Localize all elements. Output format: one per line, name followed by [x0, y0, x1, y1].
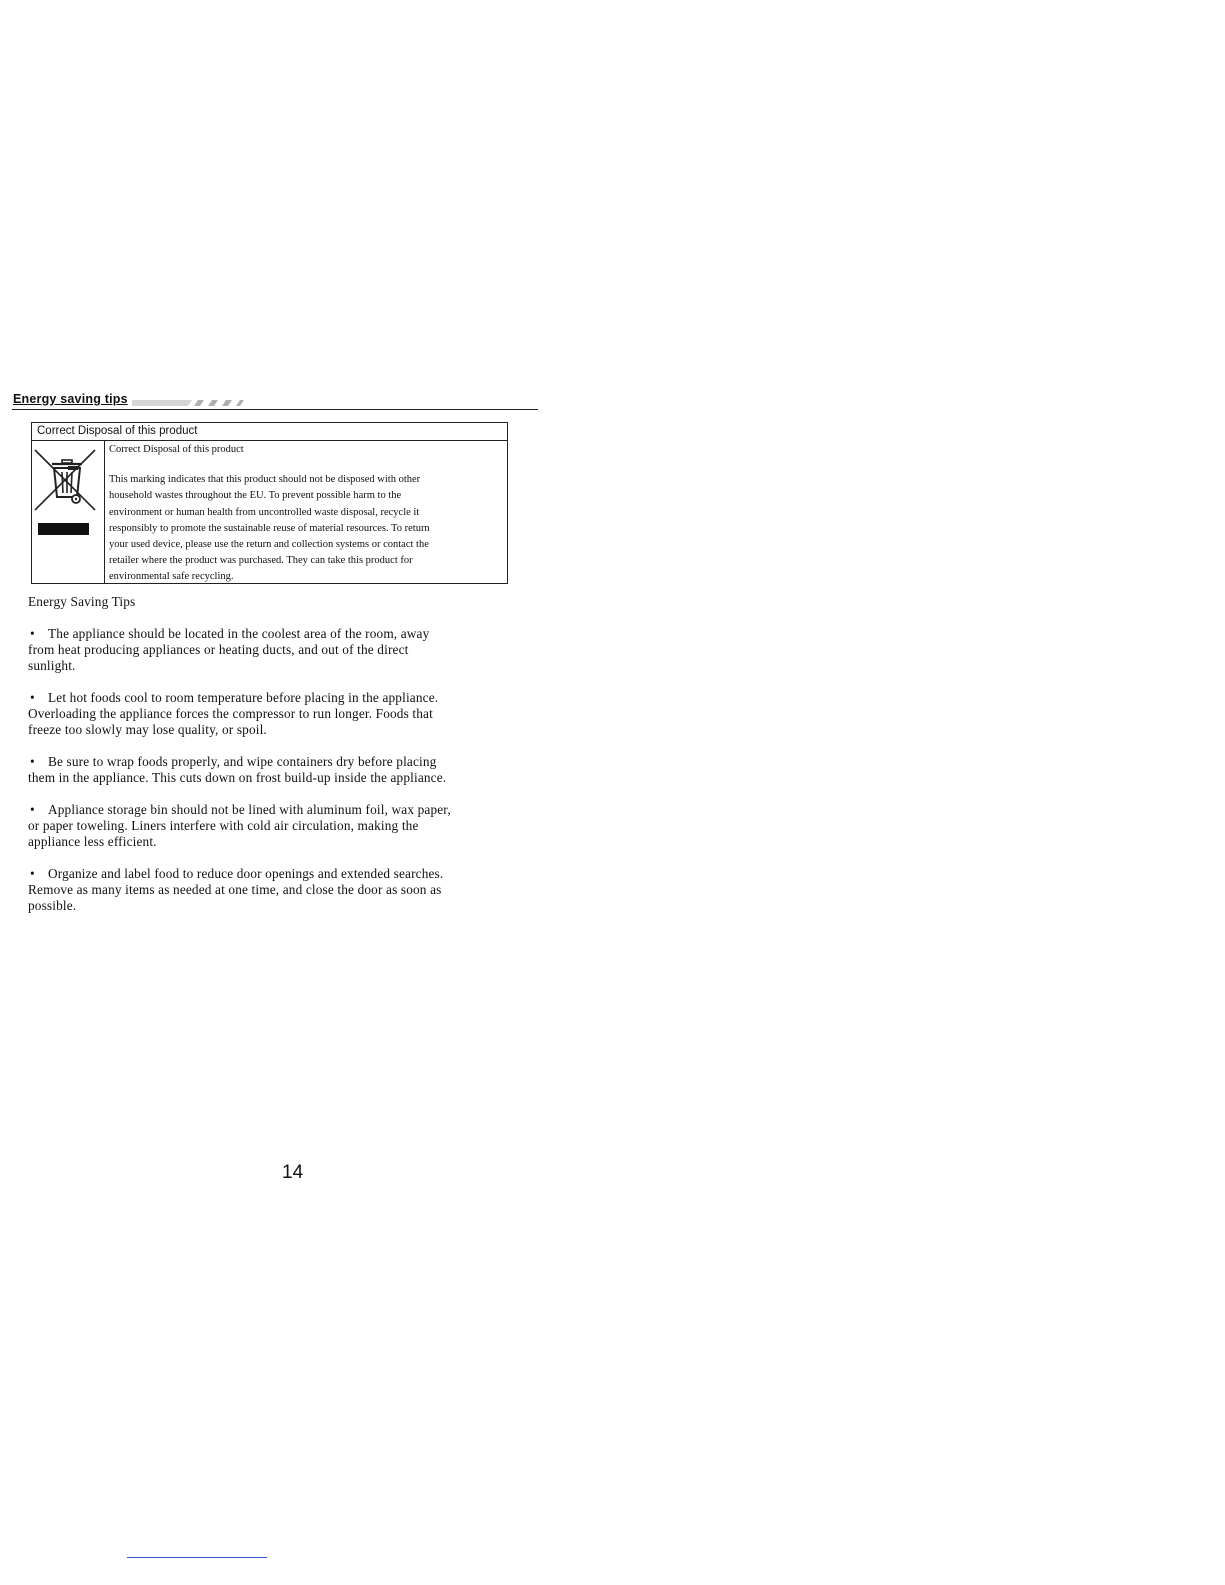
- tip-item: [28, 802, 518, 850]
- bullet: •: [30, 866, 35, 881]
- energy-tips-section: [28, 594, 518, 930]
- tip-item: [28, 690, 518, 738]
- disposal-notice-box: [31, 422, 508, 584]
- tip-line: or paper toweling. Liners interfere with cold air circulation, making the: [28, 818, 419, 833]
- tip-item: [28, 626, 518, 674]
- tip-line: them in the appliance. This cuts down on frost build-up inside the appliance.: [28, 770, 447, 785]
- tip-line: Remove as many items as needed at one time, and close the door as soon as: [28, 882, 442, 897]
- tip-line: Let hot foods cool to room temperature before placing in the appliance.: [48, 690, 439, 705]
- disposal-body-line: responsibly to promote the sustainable reuse of material resources. To return: [109, 522, 430, 534]
- tip-item: [28, 754, 518, 786]
- tip-line: from heat producing appliances or heating ducts, and out of the direct: [28, 642, 409, 657]
- weee-crossed-bin-icon: [32, 447, 104, 539]
- tip-line: sunlight.: [28, 658, 76, 673]
- disposal-body-line: This marking indicates that this product should not be disposed with other: [109, 474, 421, 486]
- section-header: [12, 392, 538, 412]
- tip-line: Be sure to wrap foods properly, and wipe containers dry before placing: [48, 754, 437, 769]
- tip-item: [28, 866, 518, 914]
- disposal-body-line: environmental safe recycling.: [109, 571, 234, 583]
- page-number: 14: [282, 1162, 304, 1183]
- bullet: •: [30, 754, 35, 769]
- bullet: •: [30, 626, 35, 641]
- disposal-body-line: your used device, please use the return and collection systems or contact the: [109, 539, 429, 551]
- tip-line: Organize and label food to reduce door openings and extended searches.: [48, 866, 444, 881]
- bottom-link-underline: [127, 1557, 267, 1558]
- disposal-box-heading: Correct Disposal of this product: [32, 423, 507, 441]
- header-rule: [12, 409, 538, 410]
- tip-line: freeze too slowly may lose quality, or spoil.: [28, 722, 267, 737]
- disposal-box-body: [109, 442, 504, 586]
- bullet: •: [30, 690, 35, 705]
- disposal-body-line: household wastes throughout the EU. To prevent possible harm to the: [109, 490, 402, 502]
- energy-tips-heading: Energy Saving Tips: [28, 594, 136, 609]
- disposal-body-line: retailer where the product was purchased. They can take this product for: [109, 555, 413, 567]
- disposal-body-title: Correct Disposal of this product: [109, 444, 244, 455]
- section-title: Energy saving tips: [13, 392, 128, 406]
- bullet: •: [30, 802, 35, 817]
- tip-line: possible.: [28, 898, 77, 913]
- tip-line: The appliance should be located in the coolest area of the room, away: [48, 626, 430, 641]
- tip-line: Overloading the appliance forces the compressor to run longer. Foods that: [28, 706, 433, 721]
- disposal-body-line: environment or human health from uncontrolled waste disposal, recycle it: [109, 506, 420, 518]
- header-decoration: [132, 398, 252, 408]
- tip-line: Appliance storage bin should not be lined with aluminum foil, wax paper,: [48, 802, 451, 817]
- tip-line: appliance less efficient.: [28, 834, 157, 849]
- box-divider: [104, 441, 105, 583]
